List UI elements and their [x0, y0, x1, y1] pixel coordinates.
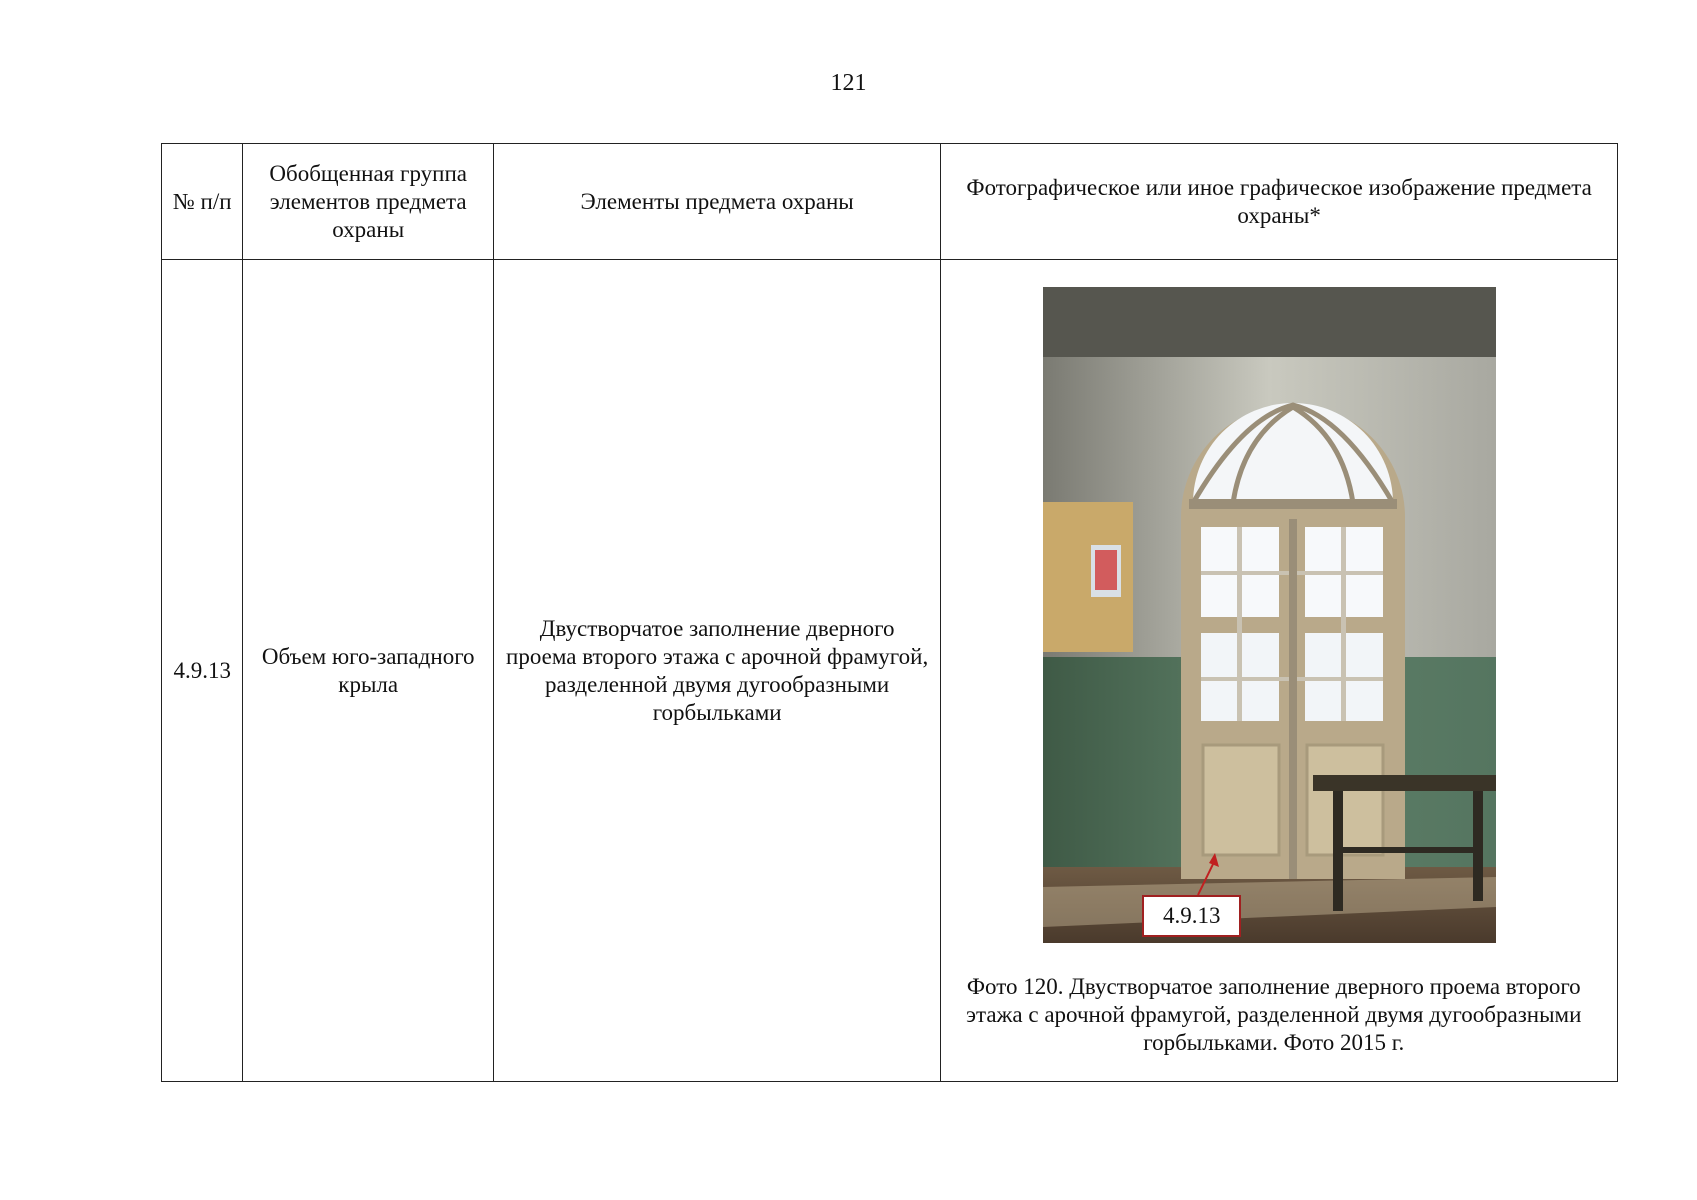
photo-caption: Фото 120. Двустворчатое заполнение дверного проема второго этажа с арочной фрамугой, разделенной двумя дугообразными горбыльками. Фото 2015 г. [966, 974, 1582, 1055]
header-group: Обобщенная группа элементов предмета охраны [243, 144, 494, 260]
header-elements: Элементы предмета охраны [494, 144, 941, 260]
row-number: 4.9.13 [162, 260, 243, 1082]
header-number: № п/п [162, 144, 243, 260]
row-group: Объем юго-западного крыла [243, 260, 494, 1082]
protection-table [161, 143, 1618, 1082]
table-row [162, 260, 1618, 1082]
callout-label: 4.9.13 [1142, 895, 1241, 937]
page-number: 121 [830, 70, 867, 96]
table-header-row [162, 144, 1618, 260]
door-photo [1043, 287, 1496, 943]
photo-cell [941, 260, 1618, 1082]
header-photo: Фотографическое или иное графическое изображение предмета охраны* [941, 144, 1618, 260]
row-element: Двустворчатое заполнение дверного проема второго этажа с арочной фрамугой, разделенной двумя дугообразными горбыльками [494, 260, 941, 1082]
